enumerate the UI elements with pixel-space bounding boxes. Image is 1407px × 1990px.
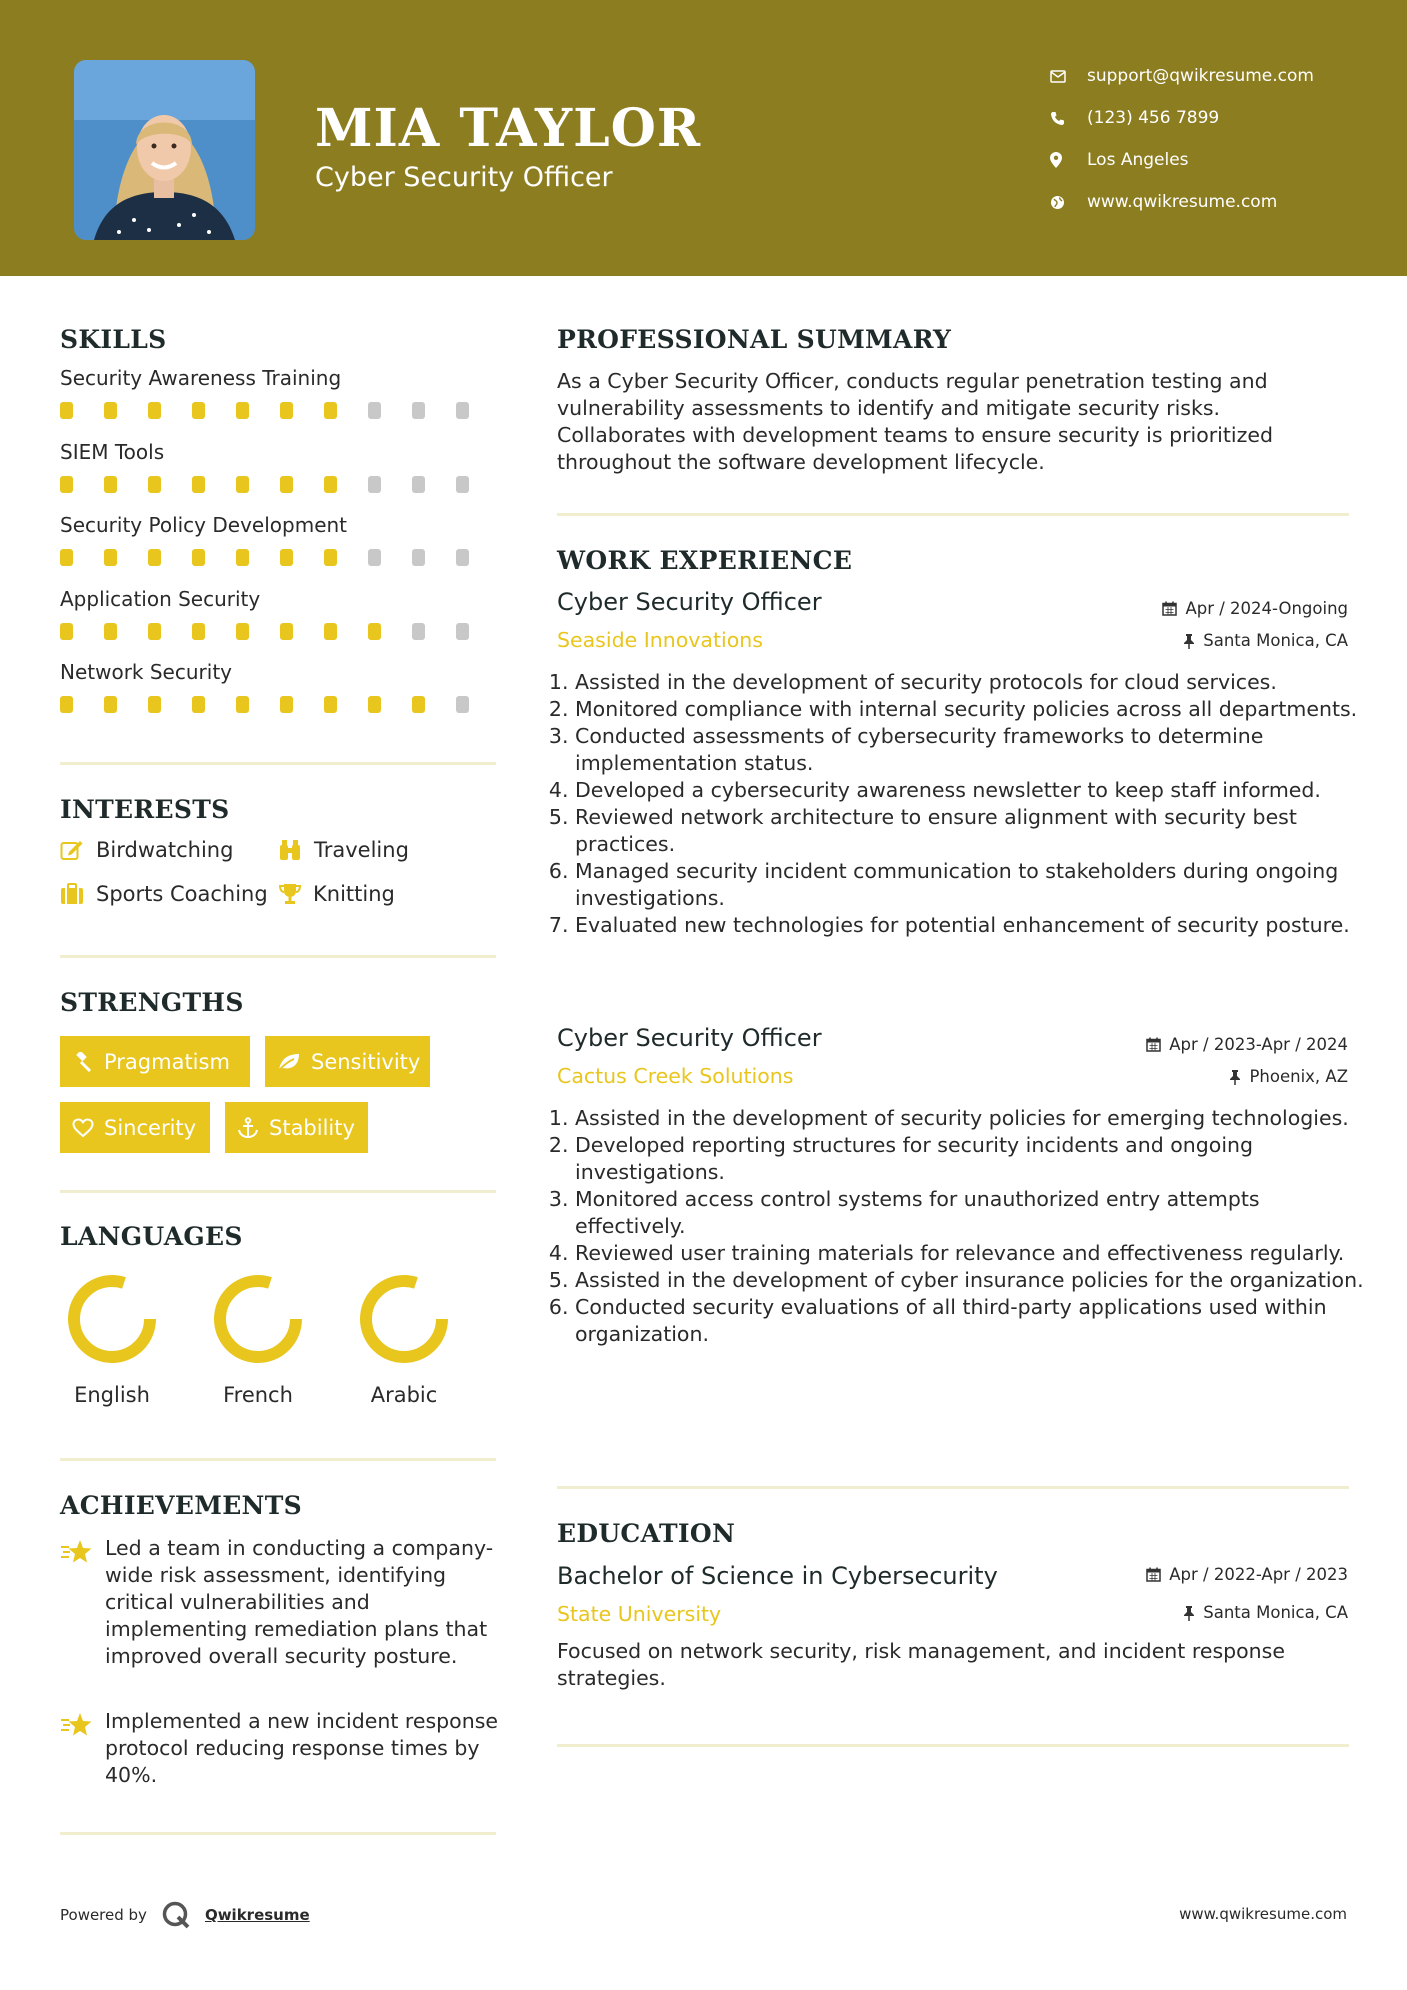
- job-date: [1000, 599, 1348, 618]
- pushpin-icon: [1229, 1069, 1241, 1085]
- rating-dot: [456, 476, 469, 493]
- language-name: French: [223, 1383, 293, 1407]
- duty-item: 6. Managed security incident communication to stakeholders during ongoing investigations.: [575, 858, 1365, 912]
- job-location: [1000, 631, 1348, 650]
- rating-dot: [60, 623, 73, 640]
- footer-powered-by: [60, 1900, 310, 1930]
- divider: [60, 1832, 496, 1835]
- skill-rating: [60, 402, 500, 419]
- candidate-name: MIA TAYLOR: [315, 98, 702, 159]
- degree-title: Bachelor of Science in Cybersecurity: [557, 1562, 998, 1590]
- skills-heading: SKILLS: [60, 325, 167, 354]
- rating-dot: [280, 476, 293, 493]
- rating-dot: [280, 549, 293, 566]
- education-location-text: Santa Monica, CA: [1203, 1603, 1348, 1622]
- skill-item: [60, 440, 500, 493]
- interest-item: [278, 882, 395, 906]
- achievement-item: [60, 1535, 500, 1670]
- gavel-icon: [72, 1052, 94, 1072]
- strength-label: Stability: [269, 1115, 355, 1140]
- divider: [557, 513, 1349, 516]
- skill-rating: [60, 549, 500, 566]
- resume-header: [0, 0, 1407, 276]
- job-location-text: Santa Monica, CA: [1203, 631, 1348, 650]
- duty-item: 5. Reviewed network architecture to ensure alignment with security best practices.: [575, 804, 1365, 858]
- pushpin-icon: [1183, 1605, 1195, 1621]
- strength-badge: [60, 1102, 210, 1153]
- language-gauge: [66, 1273, 158, 1365]
- rating-dot: [148, 402, 161, 419]
- trophy-icon: [278, 883, 313, 905]
- duty-item: 4. Developed a cybersecurity awareness newsletter to keep staff informed.: [575, 777, 1365, 804]
- interest-label: Sports Coaching: [96, 882, 268, 906]
- skill-item: [60, 513, 500, 566]
- calendar-icon: [1146, 1037, 1161, 1052]
- strength-label: Sincerity: [104, 1115, 197, 1140]
- rating-dot: [60, 696, 73, 713]
- rating-dot: [368, 476, 381, 493]
- contact-phone[interactable]: [1050, 97, 1390, 139]
- strength-badge: [60, 1036, 250, 1087]
- rating-dot: [324, 549, 337, 566]
- duty-item: 3. Monitored access control systems for unauthorized entry attempts effectively.: [575, 1186, 1365, 1240]
- rating-dot: [456, 623, 469, 640]
- rating-dot: [412, 696, 425, 713]
- rating-dot: [368, 623, 381, 640]
- rating-dot: [104, 549, 117, 566]
- achievement-text: Led a team in conducting a company-wide risk assessment, identifying critical vulnerabilities and implementing remediation plans that improved overall security posture.: [105, 1536, 494, 1668]
- candidate-role: Cyber Security Officer: [315, 162, 613, 193]
- job-title: Cyber Security Officer: [557, 588, 822, 616]
- rating-dot: [236, 549, 249, 566]
- job-location: [1000, 1067, 1348, 1086]
- job-date: [1000, 1035, 1348, 1054]
- qwikresume-logo-icon: [161, 1900, 191, 1930]
- rating-dot: [324, 623, 337, 640]
- rating-dot: [104, 623, 117, 640]
- skill-rating: [60, 696, 500, 713]
- skill-rating: [60, 623, 500, 640]
- rating-dot: [192, 549, 205, 566]
- contact-location: [1050, 139, 1390, 181]
- contact-website-text: www.qwikresume.com: [1087, 192, 1278, 212]
- languages-heading: LANGUAGES: [60, 1222, 243, 1251]
- rating-dot: [236, 476, 249, 493]
- duty-item: 4. Reviewed user training materials for relevance and effectiveness regularly.: [575, 1240, 1365, 1267]
- rating-dot: [412, 476, 425, 493]
- calendar-icon: [1162, 601, 1177, 616]
- job-location-text: Phoenix, AZ: [1249, 1067, 1348, 1086]
- strength-badge: [265, 1036, 430, 1087]
- summary-text: As a Cyber Security Officer, conducts regular penetration testing and vulnerability assessments to identify and mitigate security risks. Collaborates with development teams to ensure security is prioritized throughout the software development lifecycle.: [557, 369, 1273, 474]
- education-description: Focused on network security, risk management, and incident response strategies.: [557, 1639, 1285, 1690]
- skill-name: Network Security: [60, 660, 232, 684]
- rating-dot: [192, 476, 205, 493]
- achievement-text: Implemented a new incident response protocol reducing response times by 40%.: [105, 1709, 498, 1787]
- star-icon: [60, 1708, 105, 1789]
- interests-heading: INTERESTS: [60, 795, 230, 824]
- skill-name: SIEM Tools: [60, 439, 165, 464]
- binoculars-icon: [278, 839, 314, 861]
- strengths-heading: STRENGTHS: [60, 988, 244, 1017]
- school-name: State University: [557, 1602, 722, 1626]
- achievement-item: [60, 1708, 500, 1789]
- briefcase-icon: [60, 883, 96, 905]
- interest-label: Traveling: [314, 838, 409, 862]
- summary-heading: PROFESSIONAL SUMMARY: [557, 325, 952, 354]
- pencil-icon: [60, 839, 96, 861]
- job-date-text: Apr / 2023-Apr / 2024: [1169, 1035, 1348, 1054]
- language-name: English: [74, 1383, 150, 1407]
- interest-label: Birdwatching: [96, 838, 234, 862]
- rating-dot: [192, 696, 205, 713]
- contact-email[interactable]: [1050, 55, 1390, 97]
- phone-icon: [1050, 111, 1087, 126]
- skill-name: Application Security: [60, 586, 261, 611]
- achievements-heading: ACHIEVEMENTS: [60, 1491, 302, 1520]
- skill-rating: [60, 476, 500, 493]
- rating-dot: [456, 402, 469, 419]
- interest-label: Knitting: [313, 882, 395, 906]
- location-pin-icon: [1050, 152, 1087, 168]
- duty-item: 1. Assisted in the development of security protocols for cloud services.: [575, 669, 1365, 696]
- language-gauge-arc: [220, 1281, 296, 1357]
- language-item: [198, 1273, 318, 1407]
- rating-dot: [236, 623, 249, 640]
- contact-email-text: support@qwikresume.com: [1087, 66, 1314, 86]
- rating-dot: [104, 476, 117, 493]
- rating-dot: [368, 696, 381, 713]
- rating-dot: [236, 696, 249, 713]
- divider: [557, 1744, 1349, 1747]
- education-location: [1000, 1603, 1348, 1622]
- divider: [60, 1458, 496, 1461]
- skill-item: [60, 366, 500, 419]
- rating-dot: [236, 402, 249, 419]
- rating-dot: [104, 696, 117, 713]
- duty-item: 3. Conducted assessments of cybersecurity frameworks to determine implementation status.: [575, 723, 1365, 777]
- experience-heading: WORK EXPERIENCE: [557, 546, 853, 575]
- rating-dot: [280, 623, 293, 640]
- email-icon: [1050, 70, 1087, 83]
- star-icon: [60, 1535, 105, 1670]
- heart-icon: [72, 1118, 94, 1138]
- rating-dot: [192, 623, 205, 640]
- job-duties: [557, 1105, 1365, 1348]
- skill-name: Security Policy Development: [60, 513, 348, 537]
- rating-dot: [280, 696, 293, 713]
- rating-dot: [324, 476, 337, 493]
- language-gauge: [212, 1273, 304, 1365]
- rating-dot: [324, 402, 337, 419]
- contact-phone-text: (123) 456 7899: [1087, 108, 1220, 128]
- strength-badge: [225, 1102, 368, 1153]
- pushpin-icon: [1183, 633, 1195, 649]
- job-date-text: Apr / 2024-Ongoing: [1185, 599, 1348, 618]
- footer-website[interactable]: www.qwikresume.com: [1179, 1905, 1347, 1923]
- duty-item: 7. Evaluated new technologies for potential enhancement of security posture.: [575, 912, 1365, 939]
- interest-item: [278, 838, 409, 862]
- rating-dot: [324, 696, 337, 713]
- rating-dot: [280, 402, 293, 419]
- calendar-icon: [1146, 1567, 1161, 1582]
- anchor-icon: [237, 1117, 259, 1139]
- skill-item: [60, 587, 500, 640]
- rating-dot: [104, 402, 117, 419]
- divider: [60, 955, 496, 958]
- rating-dot: [60, 402, 73, 419]
- rating-dot: [456, 696, 469, 713]
- job-duties: [557, 669, 1365, 939]
- duty-item: 1. Assisted in the development of security policies for emerging technologies.: [575, 1105, 1365, 1132]
- skill-item: [60, 660, 500, 713]
- language-item: [344, 1273, 464, 1407]
- rating-dot: [368, 549, 381, 566]
- duty-item: 2. Monitored compliance with internal security policies across all departments.: [575, 696, 1365, 723]
- divider: [60, 1190, 496, 1193]
- divider: [60, 762, 496, 765]
- contact-list: [1050, 55, 1390, 223]
- duty-item: 5. Assisted in the development of cyber insurance policies for the organization.: [575, 1267, 1365, 1294]
- globe-icon: [1050, 195, 1087, 210]
- rating-dot: [60, 476, 73, 493]
- skill-name: Security Awareness Training: [60, 366, 342, 390]
- rating-dot: [60, 549, 73, 566]
- rating-dot: [148, 696, 161, 713]
- strength-label: Sensitivity: [311, 1049, 421, 1074]
- rating-dot: [456, 549, 469, 566]
- interest-item: [60, 838, 233, 862]
- duty-item: 6. Conducted security evaluations of all third-party applications used within organization.: [575, 1294, 1365, 1348]
- education-heading: EDUCATION: [557, 1519, 736, 1548]
- rating-dot: [148, 623, 161, 640]
- rating-dot: [148, 476, 161, 493]
- language-item: [52, 1273, 172, 1407]
- language-gauge-arc: [74, 1281, 150, 1357]
- education-date-text: Apr / 2022-Apr / 2023: [1169, 1565, 1348, 1584]
- company-name: Seaside Innovations: [557, 628, 763, 652]
- duty-item: 2. Developed reporting structures for security incidents and ongoing investigations.: [575, 1132, 1365, 1186]
- strength-label: Pragmatism: [104, 1049, 230, 1074]
- powered-by-text: Powered by: [60, 1906, 147, 1924]
- contact-website[interactable]: [1050, 181, 1390, 223]
- rating-dot: [148, 549, 161, 566]
- contact-location-text: Los Angeles: [1087, 150, 1189, 170]
- profile-photo: [74, 60, 255, 240]
- rating-dot: [192, 402, 205, 419]
- divider: [557, 1486, 1349, 1489]
- rating-dot: [412, 623, 425, 640]
- leaf-icon: [277, 1052, 301, 1072]
- rating-dot: [412, 549, 425, 566]
- interest-item: [60, 882, 268, 906]
- language-gauge-arc: [366, 1281, 442, 1357]
- company-name: Cactus Creek Solutions: [557, 1064, 794, 1088]
- job-title: Cyber Security Officer: [557, 1024, 822, 1052]
- language-gauge: [358, 1273, 450, 1365]
- language-name: Arabic: [370, 1383, 438, 1407]
- qwikresume-link[interactable]: Qwikresume: [204, 1906, 310, 1924]
- rating-dot: [368, 402, 381, 419]
- rating-dot: [412, 402, 425, 419]
- education-date: [1000, 1565, 1348, 1584]
